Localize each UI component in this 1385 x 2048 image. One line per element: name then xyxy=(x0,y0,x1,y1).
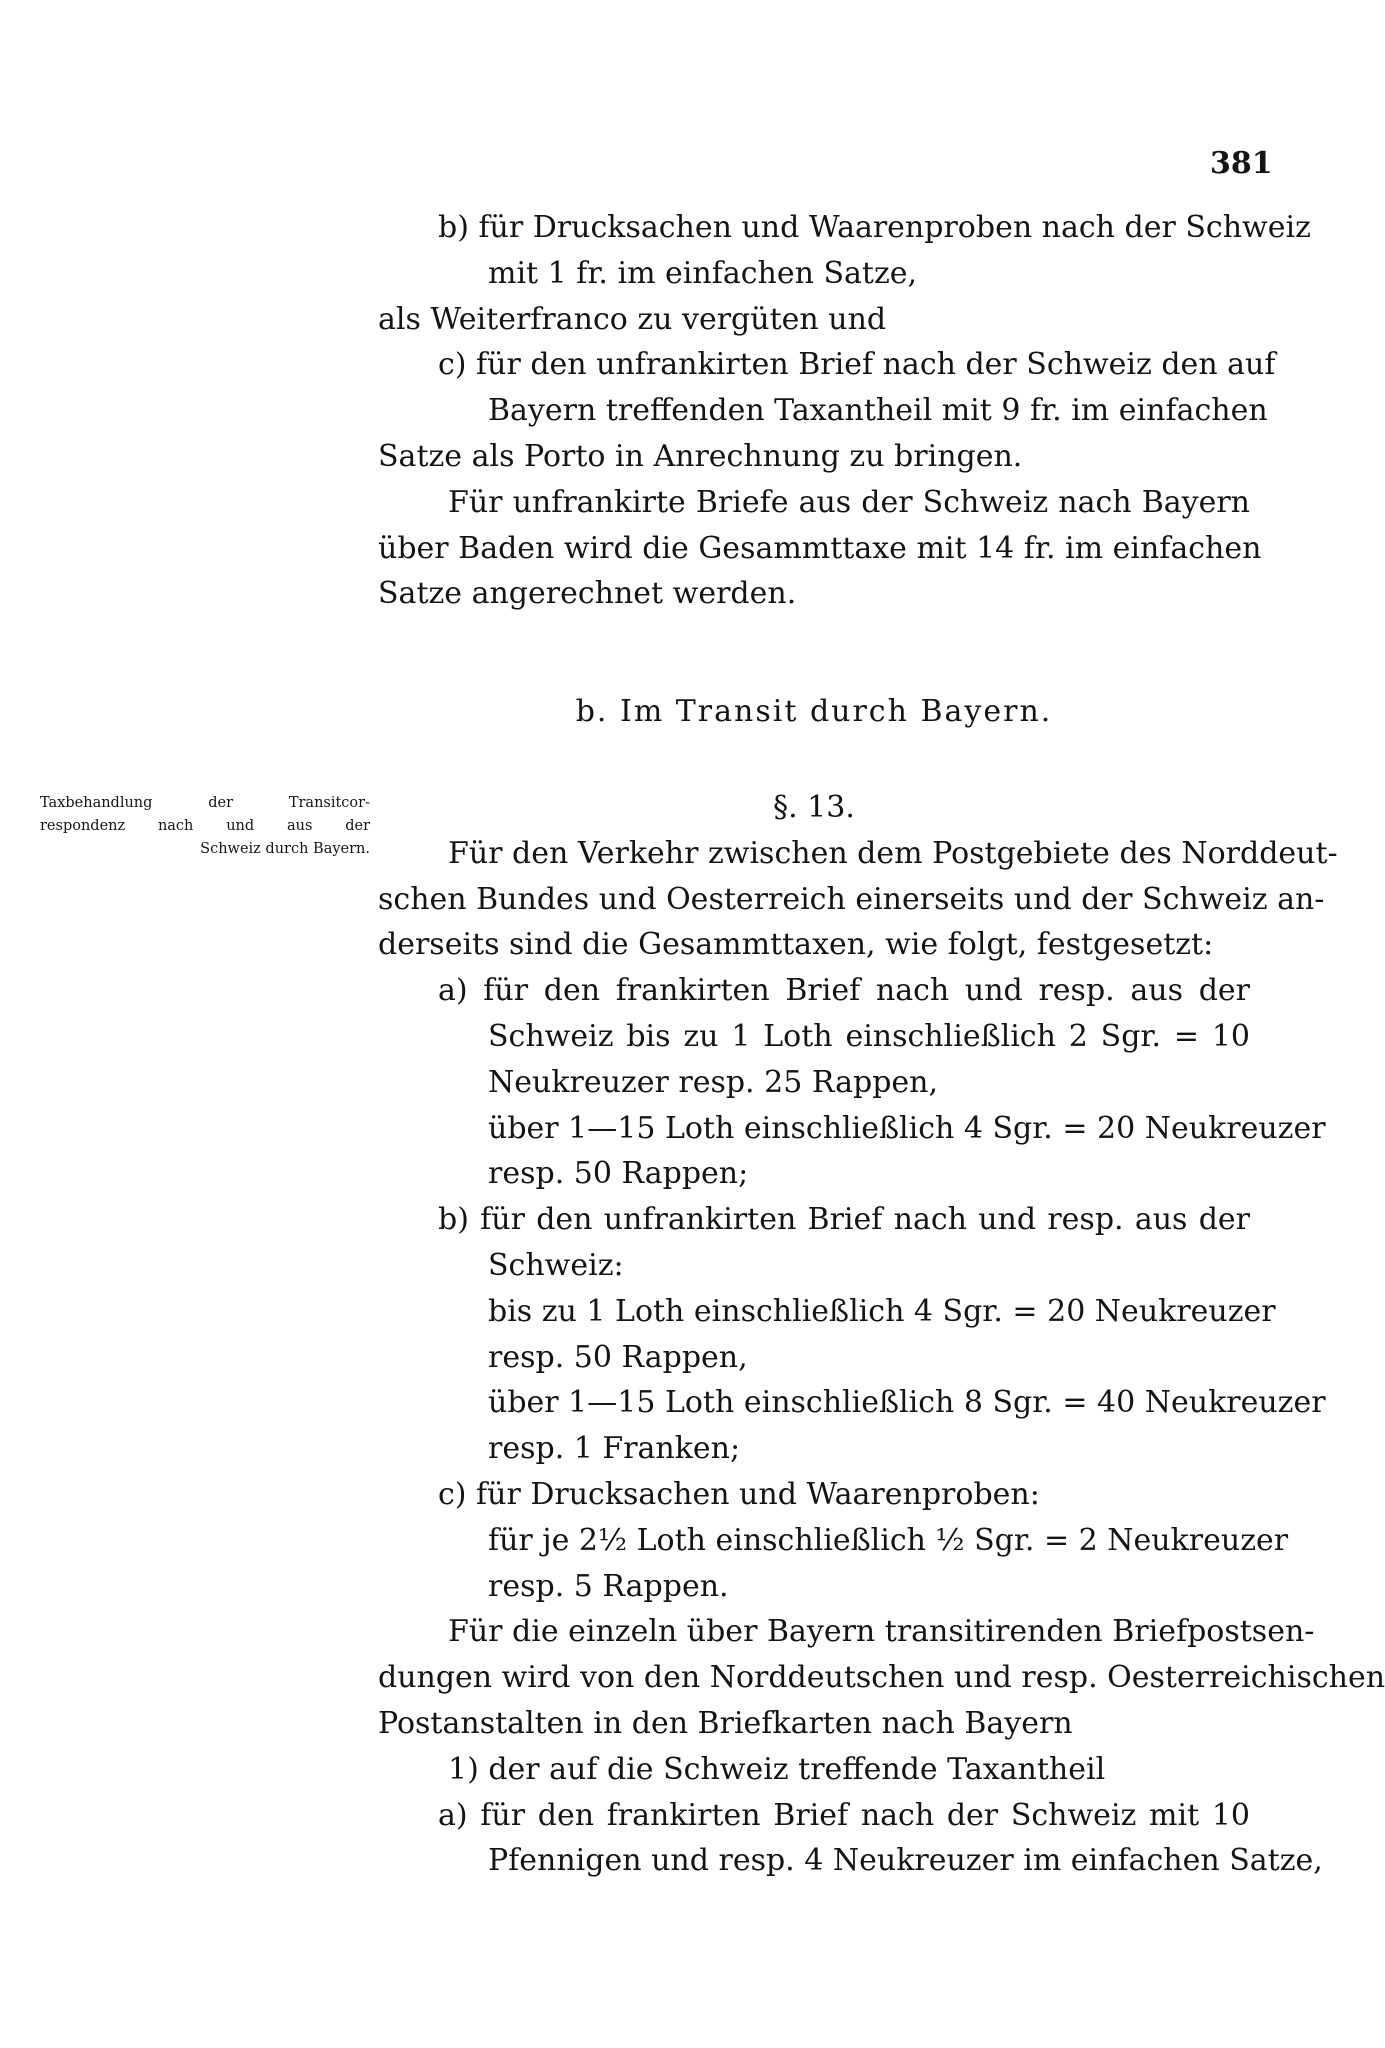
text-line: c) für den unfrankirten Brief nach der Schweiz den auf xyxy=(438,347,1276,383)
text-line: derseits sind die Gesammttaxen, wie folgt, festgesetzt: xyxy=(378,927,1214,963)
text-line: Satze angerechnet werden. xyxy=(378,576,797,612)
page-number: 381 xyxy=(1210,146,1273,181)
main-text xyxy=(378,205,1385,1884)
text-line: Für den Verkehr zwischen dem Postgebiete des Norddeut- xyxy=(448,835,1338,871)
text-line: resp. 1 Franken; xyxy=(488,1431,741,1467)
marginal-note-line: respondenz nach und aus der xyxy=(40,818,370,834)
text-line: über 1—15 Loth einschließlich 4 Sgr. = 20 Neukreuzer xyxy=(488,1110,1326,1146)
marginal-note xyxy=(40,792,370,861)
text-line: Satze als Porto in Anrechnung zu bringen. xyxy=(378,438,1023,474)
text-line: b) für Drucksachen und Waarenproben nach der Schweiz xyxy=(438,210,1311,245)
paragraph-number: §. 13. xyxy=(773,789,855,825)
text-line: resp. 5 Rappen. xyxy=(488,1568,729,1604)
text-line: schen Bundes und Oesterreich einerseits und der Schweiz an- xyxy=(378,881,1325,917)
text-line: resp. 50 Rappen, xyxy=(488,1339,748,1375)
text-line: Postanstalten in den Briefkarten nach Bayern xyxy=(378,1705,1073,1741)
text-line: als Weiterfranco zu vergüten und xyxy=(378,301,887,337)
text-line: Für unfrankirte Briefe aus der Schweiz nach Bayern xyxy=(448,484,1250,520)
text-line: mit 1 fr. im einfachen Satze, xyxy=(488,255,918,291)
text-line: Schweiz: xyxy=(488,1247,624,1283)
text-line: dungen wird von den Norddeutschen und resp. Oesterreichischen xyxy=(378,1660,1385,1696)
text-line: über Baden wird die Gesammttaxe mit 14 fr. im einfachen xyxy=(378,530,1262,566)
text-line: Pfennigen und resp. 4 Neukreuzer im einfachen Satze, xyxy=(488,1843,1323,1879)
text-line: Für die einzeln über Bayern transitirenden Briefpostsen- xyxy=(448,1614,1315,1650)
marginal-note-line: Taxbehandlung der Transitcor- xyxy=(40,795,370,811)
section-heading: b. Im Transit durch Bayern. xyxy=(575,694,1053,730)
text-line: a) für den frankirten Brief nach der Schweiz mit 10 xyxy=(438,1797,1250,1833)
text-line: bis zu 1 Loth einschließlich 4 Sgr. = 20 Neukreuzer xyxy=(488,1293,1276,1329)
text-line: b) für den unfrankirten Brief nach und resp. aus der xyxy=(438,1202,1250,1238)
text-line: für je 2½ Loth einschließlich ½ Sgr. = 2 Neukreuzer xyxy=(488,1522,1289,1558)
text-line: Bayern treffenden Taxantheil mit 9 fr. im einfachen xyxy=(488,393,1268,429)
text-line: a) für den frankirten Brief nach und resp. aus der xyxy=(438,973,1250,1009)
text-line: über 1—15 Loth einschließlich 8 Sgr. = 40 Neukreuzer xyxy=(488,1385,1326,1421)
text-line: 1) der auf die Schweiz treffende Taxantheil xyxy=(448,1751,1106,1787)
text-line: Neukreuzer resp. 25 Rappen, xyxy=(488,1064,939,1100)
text-line: resp. 50 Rappen; xyxy=(488,1156,749,1192)
text-line: Schweiz bis zu 1 Loth einschließlich 2 Sgr. = 10 xyxy=(488,1018,1250,1054)
text-line: c) für Drucksachen und Waarenproben: xyxy=(438,1476,1040,1512)
marginal-note-line: Schweiz durch Bayern. xyxy=(200,841,370,857)
